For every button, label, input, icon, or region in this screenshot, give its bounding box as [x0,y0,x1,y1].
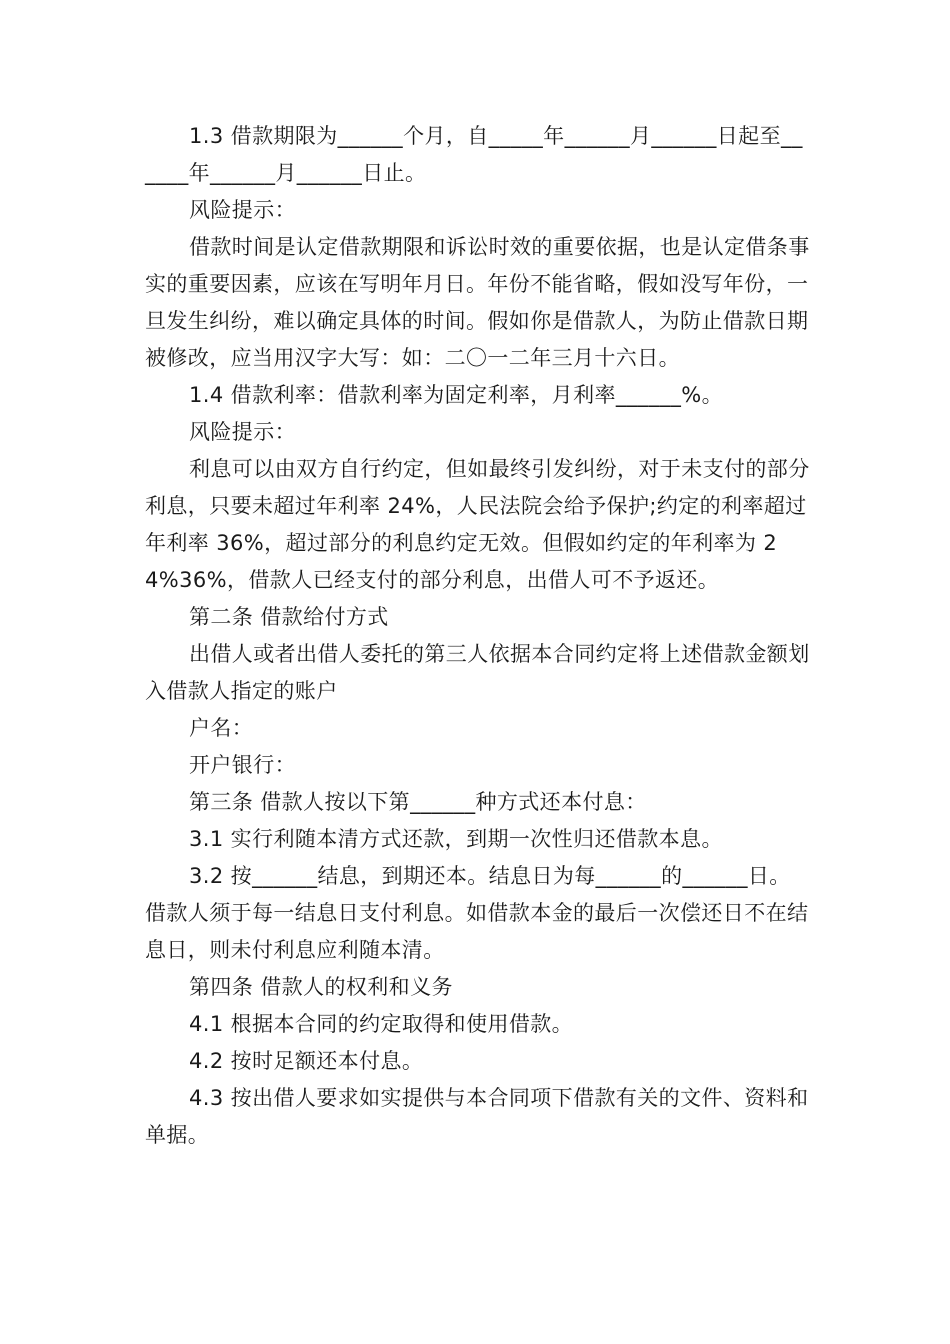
risk-tip-heading-1: 风险提示： [189,198,296,222]
clause-1-3-loan-term: 1.3 借款期限为______个月，自_____年______月______日起至______年______月______日止。 [145,124,803,185]
bank-line: 开户银行： [189,753,296,777]
clause-3-2: 3.2 按______结息，到期还本。结息日为每______的______日。借款人须于每一结息日支付利息。如借款本金的最后一次偿还日不在结息日，则未付利息应利随本清。 [145,864,809,962]
clause-1-4-interest-rate: 1.4 借款利率：借款利率为固定利率，月利率______%。 [189,383,724,407]
clause-4-1: 4.1 根据本合同的约定取得和使用借款。 [189,1012,574,1036]
article-2-text: 出借人或者出借人委托的第三人依据本合同约定将上述借款金额划入借款人指定的账户 [145,642,810,703]
risk-tip-text-2: 利息可以由双方自行约定，但如最终引发纠纷，对于未支付的部分利息，只要未超过年利率 24%，人民法院会给予保护;约定的利率超过年利率 36%，超过部分的利息约定无效。但假如约定的年利率为 24%36%，借款人已经支付的部分利息，出借人可不予返还。 [145,457,810,592]
clause-4-2: 4.2 按时足额还本付息。 [189,1049,424,1073]
document-body [145,118,810,1154]
account-name-line: 户名： [189,716,254,740]
clause-3-1: 3.1 实行利随本清方式还款，到期一次性归还借款本息。 [189,827,723,851]
clause-4-3: 4.3 按出借人要求如实提供与本合同项下借款有关的文件、资料和单据。 [145,1086,809,1147]
article-3-heading: 第三条 借款人按以下第______种方式还本付息： [189,790,647,814]
risk-tip-text-1: 借款时间是认定借款期限和诉讼时效的重要依据，也是认定借条事实的重要因素，应该在写明年月日。年份不能省略，假如没写年份，一旦发生纠纷，难以确定具体的时间。假如你是借款人，为防止借款日期被修改，应当用汉字大写：如：二〇一二年三月十六日。 [145,235,810,370]
risk-tip-heading-2: 风险提示： [189,420,296,444]
article-2-heading: 第二条 借款给付方式 [189,605,389,629]
article-4-heading: 第四条 借款人的权利和义务 [189,975,453,999]
